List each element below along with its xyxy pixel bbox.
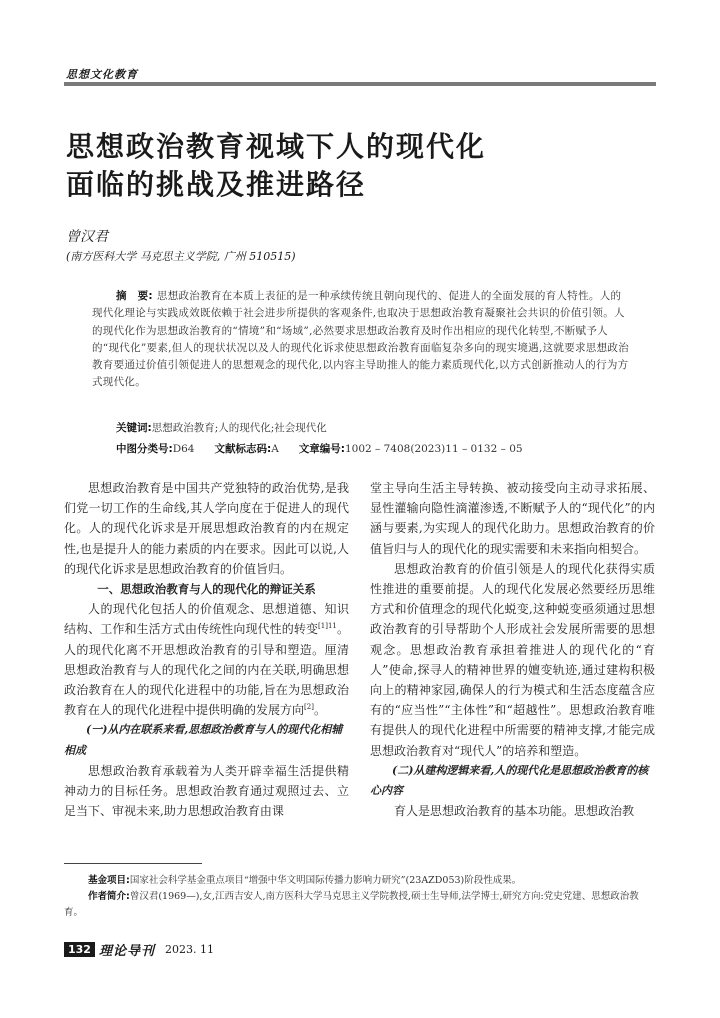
clc-value: D64 [172, 443, 195, 455]
paragraph: 思想政治教育的价值引领是人的现代化获得实质性推进的重要前提。人的现代化发展必然要经历思维方式和价值理念的现代化蜕变,这种蜕变亟须通过思想政治教育的引导帮助个人形成社会发展所需要的思想观念。思想政治教育承担着推进人的现代化的“育人”使命,探寻人的精神世界的嬗变轨迹,通过建构积极向上的精神家园,确保人的行为模式和生活态度蕴含应有的“应当性”“主体性”和“超越性”。思想政治教育唯有提供人的现代化进程中所需要的精神支撑,才能完成思想政治教育对“现代人”的培养和塑造。 [370, 561, 655, 758]
paragraph [64, 599, 349, 720]
footnotes [64, 873, 656, 921]
title-line-1: 思想政治教育视域下人的现代化 [66, 130, 487, 163]
subsection-heading: (二)从建构逻辑来看,人的现代化是思想政治教育的核心内容 [370, 763, 649, 798]
clc-label: 中图分类号: [116, 443, 173, 455]
abstract [92, 288, 630, 392]
paragraph-text: 。人的现代化离不开思想政治教育的引导和塑造。厘清思想政治教育与人的现代化之间的内在关联,明确思想政治教育在人的现代化进程中的功能,旨在为思想政治教育在人的现代化进程中提供明确的发展方向 [64, 622, 349, 718]
author-note-text: 曾汉君(1969—),女,江西吉安人,南方医科大学马克思主义学院教授,硕士生导师,法学博士,研究方向:党史党建、思想政治教育。 [64, 891, 639, 918]
article-title [66, 128, 486, 204]
body-column-left [64, 478, 349, 821]
abstract-text: 思想政治教育在本质上表征的是一种承续传统且朝向现代的、促进人的全面发展的育人特性。人的现代化理论与实践成效既依赖于社会进步所提供的客观条件,也取决于思想政治教育凝聚社会共识的价值引领。人的现代化作为思想政治教育的“情境”和“场域”,必然要求思想政治教育及时作出相应的现代化转型,不断赋予人的“现代化”要素,但人的现状状况以及人的现代化诉求使思想政治教育面临复杂多向的现实境遇,这就要求思想政治教育要通过价值引领促进人的思想观念的现代化,以内容主导助推人的能力素质现代化,以方式创新推动人的行为方式现代化。 [92, 290, 630, 389]
author-note [64, 889, 656, 921]
header-rule [64, 82, 656, 86]
page-footer [64, 940, 214, 958]
fund-label: 基金项目: [88, 875, 130, 886]
article-id-label: 文章编号: [298, 443, 345, 455]
doc-code-label: 文献标志码: [214, 443, 272, 455]
paragraph: 思想政治教育是中国共产党独特的政治优势,是我们党一切工作的生命线,其人学向度在于促进人的现代化。人的现代化诉求是开展思想政治教育的内在规定性,也是提升人的能力素质的内在要求。因此可以说,人的现代化诉求是思想政治教育的价值旨归。 [64, 481, 349, 576]
body-column-right [370, 478, 655, 821]
subsection-heading: (一)从内在联系来看,思想政治教育与人的现代化相辅相成 [64, 723, 343, 757]
article-id-value: 1002 – 7408(2023)11 – 0132 – 05 [344, 443, 523, 455]
citation: [2] [304, 703, 314, 712]
footnote-rule [64, 863, 202, 864]
keywords-text: 思想政治教育;人的现代化;社会现代化 [151, 422, 327, 434]
paragraph: 育人是思想政治教育的基本功能。思想政治教 [394, 804, 635, 819]
author-note-label: 作者简介: [88, 891, 130, 902]
author-affiliation: (南方医科大学 马克思主义学院, 广州 510515) [66, 250, 296, 263]
citation: [1]11 [318, 622, 337, 631]
fund-text: 国家社会科学基金重点项目“增强中华文明国际传播力影响力研究”(23AZD053)阶段性成果。 [129, 875, 522, 886]
issue-date: 2023. 11 [164, 942, 214, 956]
keywords [116, 420, 327, 435]
paragraph: 堂主导向生活主导转换、被动接受向主动寻求拓展、显性灌输向隐性滴灌渗透,不断赋予人的“现代化”的内涵与要素,为实现人的现代化助力。思想政治教育的价值旨归与人的现代化的现实需要和未来指向相契合。 [370, 481, 655, 556]
author-name: 曾汉君 [66, 229, 108, 245]
journal-name: 理论导刊 [98, 943, 155, 959]
doc-code-value: A [271, 443, 279, 455]
paragraph: 思想政治教育承载着为人类开辟幸福生活提供精神动力的目标任务。思想政治教育通过观照过去、立足当下、审视未来,助力思想政治教育由课 [64, 763, 349, 819]
section-heading: 一、思想政治教育与人的现代化的辩证关系 [97, 582, 316, 597]
fund-note [64, 873, 656, 889]
title-line-2: 面临的挑战及推进路径 [66, 168, 367, 201]
page-number: 132 [64, 942, 95, 957]
abstract-label: 摘 要: [116, 290, 153, 302]
paragraph-text: 。 [313, 703, 326, 718]
classification-line [116, 441, 523, 456]
section-tag: 思想文化教育 [66, 68, 138, 81]
paragraph-text: 人的现代化包括人的价值观念、思想道德、知识结构、工作和生活方式由传统性向现代性的转变 [64, 602, 349, 637]
keywords-label: 关键词: [116, 422, 152, 434]
